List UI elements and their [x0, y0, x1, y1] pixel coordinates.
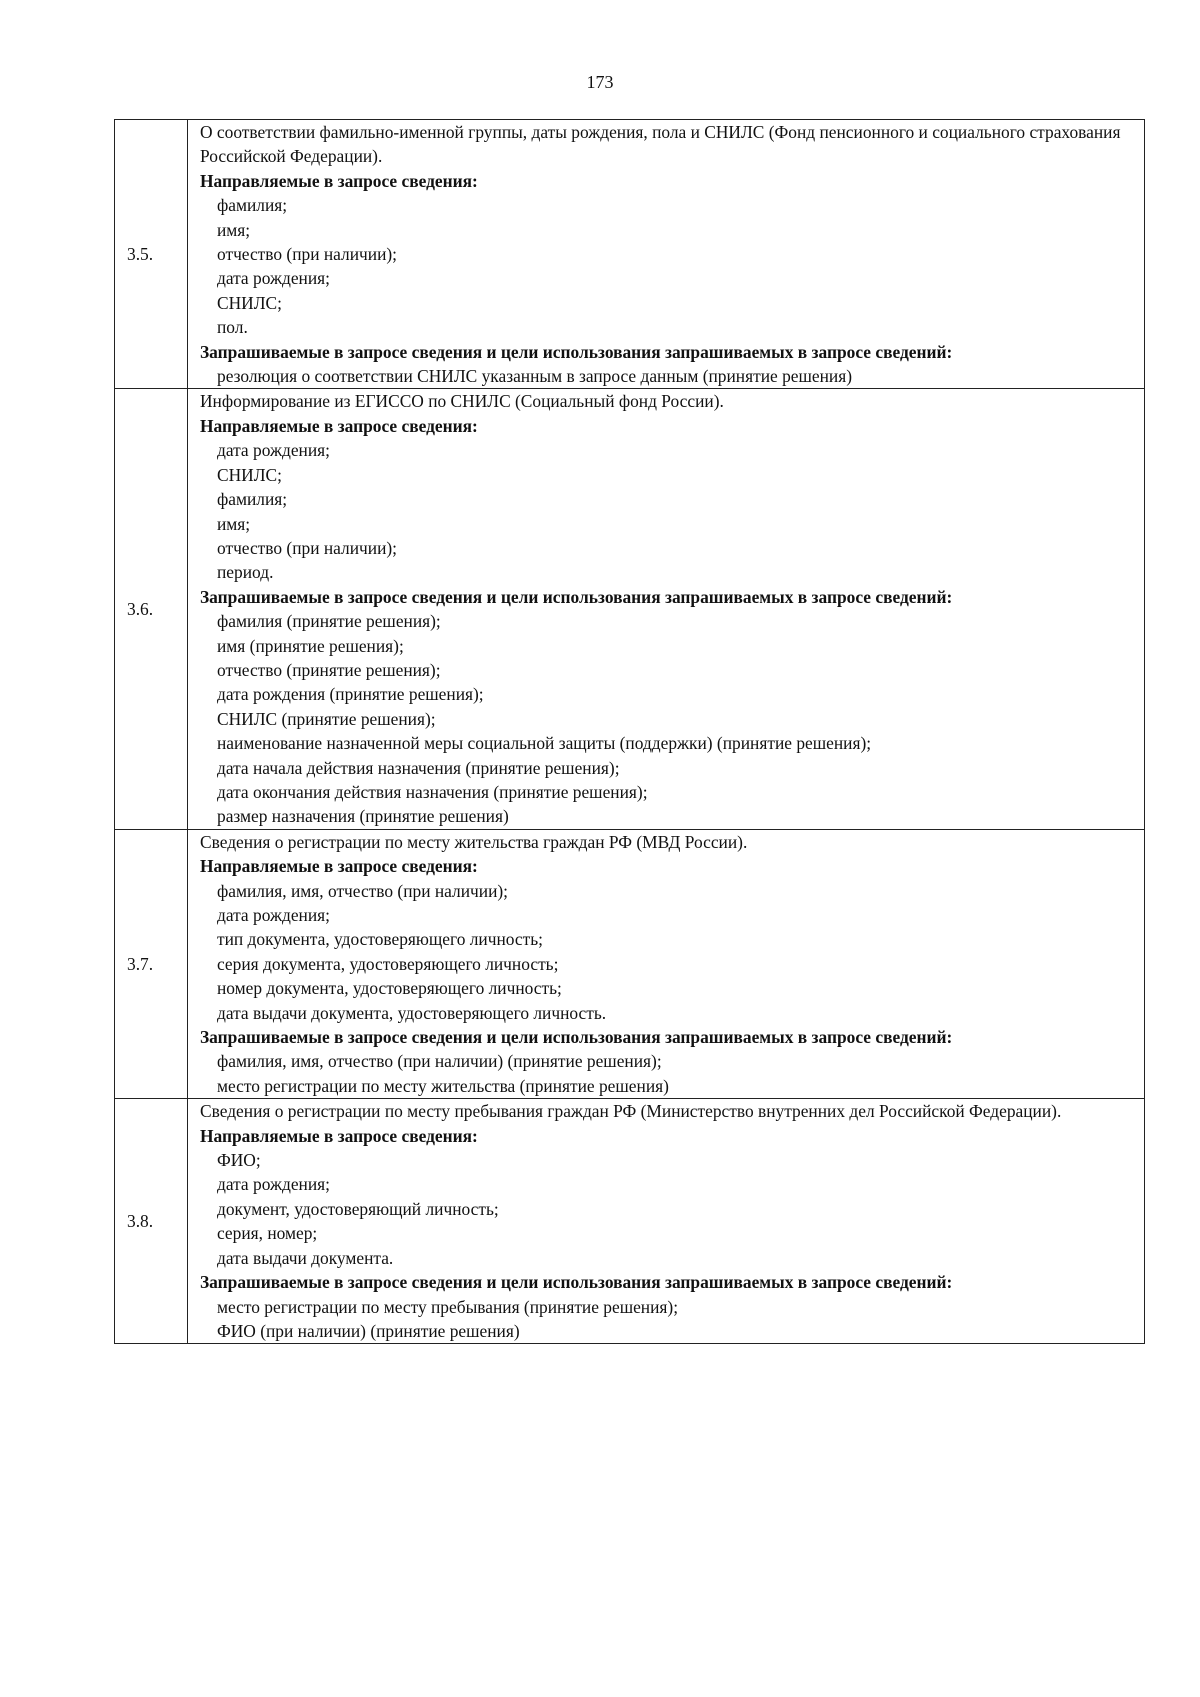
sent-item: имя;: [217, 513, 251, 534]
requested-item: СНИЛС (принятие решения);: [217, 708, 436, 729]
requested-heading: Запрашиваемые в запросе сведения и цели использования запрашиваемых в запросе сведений:: [200, 586, 953, 607]
row-content: [188, 120, 1145, 389]
row-title: О соответствии фамильно-именной группы, даты рождения, пола и СНИЛС (Фонд пенсионного и социального страхования Российской Федерации).: [200, 122, 1121, 167]
table-row: [115, 120, 1145, 389]
requested-item: размер назначения (принятие решения): [217, 806, 509, 827]
sent-item: документ, удостоверяющий личность;: [217, 1198, 499, 1219]
row-number: 3.6.: [115, 389, 188, 829]
row-content: [188, 389, 1145, 829]
requested-item: имя (принятие решения);: [217, 635, 404, 656]
sent-heading: Направляемые в запросе сведения:: [200, 415, 478, 436]
row-title: Информирование из ЕГИССО по СНИЛС (Социальный фонд России).: [200, 391, 724, 412]
sent-item: пол.: [217, 317, 248, 338]
requested-item: дата рождения (принятие решения);: [217, 684, 484, 705]
sent-item: серия документа, удостоверяющего личность;: [217, 953, 559, 974]
requested-item: место регистрации по месту жительства (принятие решения): [217, 1075, 669, 1096]
requested-item: ФИО (при наличии) (принятие решения): [217, 1320, 520, 1341]
sent-item: ФИО;: [217, 1150, 261, 1171]
sent-heading: Направляемые в запросе сведения:: [200, 170, 478, 191]
row-number: 3.8.: [115, 1099, 188, 1344]
row-content: [188, 829, 1145, 1098]
sent-item: дата рождения;: [217, 1174, 330, 1195]
requested-heading: Запрашиваемые в запросе сведения и цели использования запрашиваемых в запросе сведений:: [200, 341, 953, 362]
sent-item: период.: [217, 562, 274, 583]
sent-item: дата рождения;: [217, 440, 330, 461]
requests-table: [114, 119, 1145, 1344]
page-number: 173: [586, 72, 614, 92]
row-number: 3.7.: [115, 829, 188, 1098]
table-row: [115, 1099, 1145, 1344]
requested-heading: Запрашиваемые в запросе сведения и цели использования запрашиваемых в запросе сведений:: [200, 1272, 953, 1293]
row-number: 3.5.: [115, 120, 188, 389]
requested-item: резолюция о соответствии СНИЛС указанным в запросе данным (принятие решения): [217, 366, 853, 387]
requested-item: место регистрации по месту пребывания (принятие решения);: [217, 1296, 679, 1317]
row-title: Сведения о регистрации по месту пребывания граждан РФ (Министерство внутренних дел Российской Федерации).: [200, 1101, 1062, 1122]
sent-item: отчество (при наличии);: [217, 537, 398, 558]
sent-item: СНИЛС;: [217, 464, 282, 485]
sent-item: номер документа, удостоверяющего личность;: [217, 978, 562, 999]
requested-item: дата окончания действия назначения (принятие решения);: [217, 781, 648, 802]
sent-item: дата выдачи документа, удостоверяющего личность.: [217, 1002, 607, 1023]
sent-item: СНИЛС;: [217, 292, 282, 313]
table-body: [115, 120, 1145, 1344]
table-row: [115, 829, 1145, 1098]
requested-item: фамилия, имя, отчество (при наличии) (принятие решения);: [217, 1051, 662, 1072]
sent-item: фамилия;: [217, 195, 288, 216]
row-content: [188, 1099, 1145, 1344]
requested-item: отчество (принятие решения);: [217, 659, 441, 680]
sent-item: отчество (при наличии);: [217, 244, 398, 265]
sent-item: дата выдачи документа.: [217, 1247, 394, 1268]
sent-item: фамилия, имя, отчество (при наличии);: [217, 880, 508, 901]
sent-item: дата рождения;: [217, 905, 330, 925]
requested-item: наименование назначенной меры социальной защиты (поддержки) (принятие решения);: [217, 733, 872, 754]
row-title: Сведения о регистрации по месту жительства граждан РФ (МВД России).: [200, 831, 748, 852]
sent-heading: Направляемые в запросе сведения:: [200, 856, 478, 877]
requested-item: дата начала действия назначения (принятие решения);: [217, 757, 620, 778]
requested-heading: Запрашиваемые в запросе сведения и цели использования запрашиваемых в запросе сведений:: [200, 1027, 953, 1048]
sent-item: имя;: [217, 219, 251, 240]
sent-item: серия, номер;: [217, 1223, 318, 1244]
table-row: [115, 389, 1145, 829]
sent-item: дата рождения;: [217, 268, 330, 289]
sent-item: фамилия;: [217, 489, 288, 510]
sent-item: тип документа, удостоверяющего личность;: [217, 929, 544, 950]
requested-item: фамилия (принятие решения);: [217, 611, 441, 632]
sent-heading: Направляемые в запросе сведения:: [200, 1125, 478, 1146]
